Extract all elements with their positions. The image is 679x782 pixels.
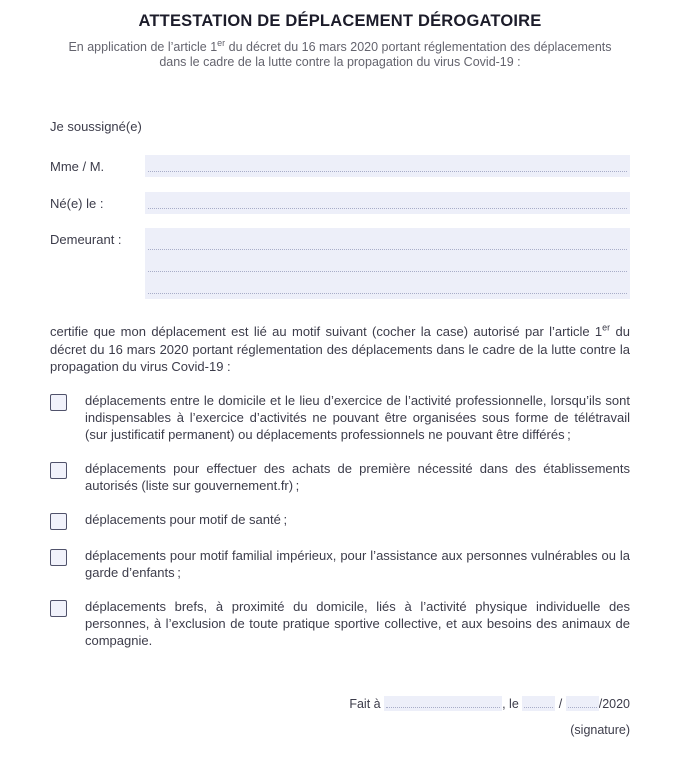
certification-superscript: er	[602, 322, 611, 333]
motif-item-shopping	[50, 460, 630, 494]
fait-a-row	[50, 695, 630, 713]
birthdate-label: Né(e) le :	[50, 196, 104, 211]
address-line-2[interactable]	[148, 250, 627, 272]
motif-text-family: déplacements pour motif familial impérieux, pour l’assistance aux personnes vulnérables ou la garde d’enfants ;	[85, 547, 630, 580]
motif-list	[50, 392, 630, 649]
motif-text-exercise: déplacements brefs, à proximité du domicile, liés à l’activité physique individuelle des personnes, à l’exclusion de toute pratique sportive collective, et aux besoins des animaux de compagnie.	[85, 598, 630, 648]
fait-a-label: Fait à	[349, 696, 381, 711]
address-row	[50, 228, 630, 299]
birthdate-field[interactable]	[145, 192, 630, 214]
motif-checkbox-exercise[interactable]	[50, 600, 67, 617]
certification-text-1: certifie que mon déplacement est lié au motif suivant (cocher la case) autorisé par l’article 1	[50, 324, 603, 339]
birthdate-row	[50, 192, 630, 214]
motif-text-work: déplacements entre le domicile et le lieu d’exercice de l’activité professionnelle, lorsqu’ils sont indispensables à l’exercice d’activités ne pouvant être organisées sous forme de télétravail (sur justificatif permanent) ou déplacements professionnels ne pouvant être différés ;	[85, 392, 630, 442]
address-line-3[interactable]	[148, 272, 627, 294]
intro-text: Je soussigné(e)	[50, 119, 142, 134]
motif-checkbox-work[interactable]	[50, 394, 67, 411]
name-label: Mme / M.	[50, 159, 105, 174]
year-label: /2020	[598, 696, 630, 711]
signature-label: (signature)	[570, 722, 630, 737]
certification-text	[50, 323, 630, 376]
motif-item-work	[50, 392, 630, 443]
motif-item-family	[50, 547, 630, 581]
motif-item-health	[50, 511, 630, 530]
subtitle-text-2: du décret du 16 mars 2020 portant réglementation des déplacements dans le cadre de la lutte contre la propagation du virus Covid-19 :	[159, 40, 612, 69]
motif-checkbox-shopping[interactable]	[50, 462, 67, 479]
month-field[interactable]	[566, 696, 599, 711]
name-field[interactable]	[145, 155, 630, 177]
form-subtitle	[66, 37, 614, 70]
address-line-1[interactable]	[148, 228, 627, 250]
subtitle-text-1: En application de l’article 1	[68, 40, 218, 54]
motif-checkbox-health[interactable]	[50, 513, 67, 530]
subtitle-superscript: er	[217, 37, 226, 48]
name-row	[50, 155, 630, 177]
address-label: Demeurant :	[50, 232, 122, 247]
form-title: ATTESTATION DE DÉPLACEMENT DÉROGATOIRE	[138, 12, 542, 30]
le-label: , le	[502, 696, 519, 711]
date-slash: /	[558, 696, 563, 711]
footer	[50, 695, 630, 739]
motif-text-shopping: déplacements pour effectuer des achats de première nécessité dans des établissements autorisés (liste sur gouvernement.fr) ;	[85, 460, 630, 493]
motif-text-health: déplacements pour motif de santé ;	[85, 511, 288, 527]
certification-text-2: du décret du 16 mars 2020 portant réglementation des déplacements dans le cadre de la lutte contre la propagation du virus Covid-19 :	[50, 324, 631, 374]
city-field[interactable]	[384, 696, 502, 711]
motif-item-exercise	[50, 598, 630, 649]
day-field[interactable]	[522, 696, 555, 711]
motif-checkbox-family[interactable]	[50, 549, 67, 566]
address-field[interactable]	[145, 228, 630, 299]
